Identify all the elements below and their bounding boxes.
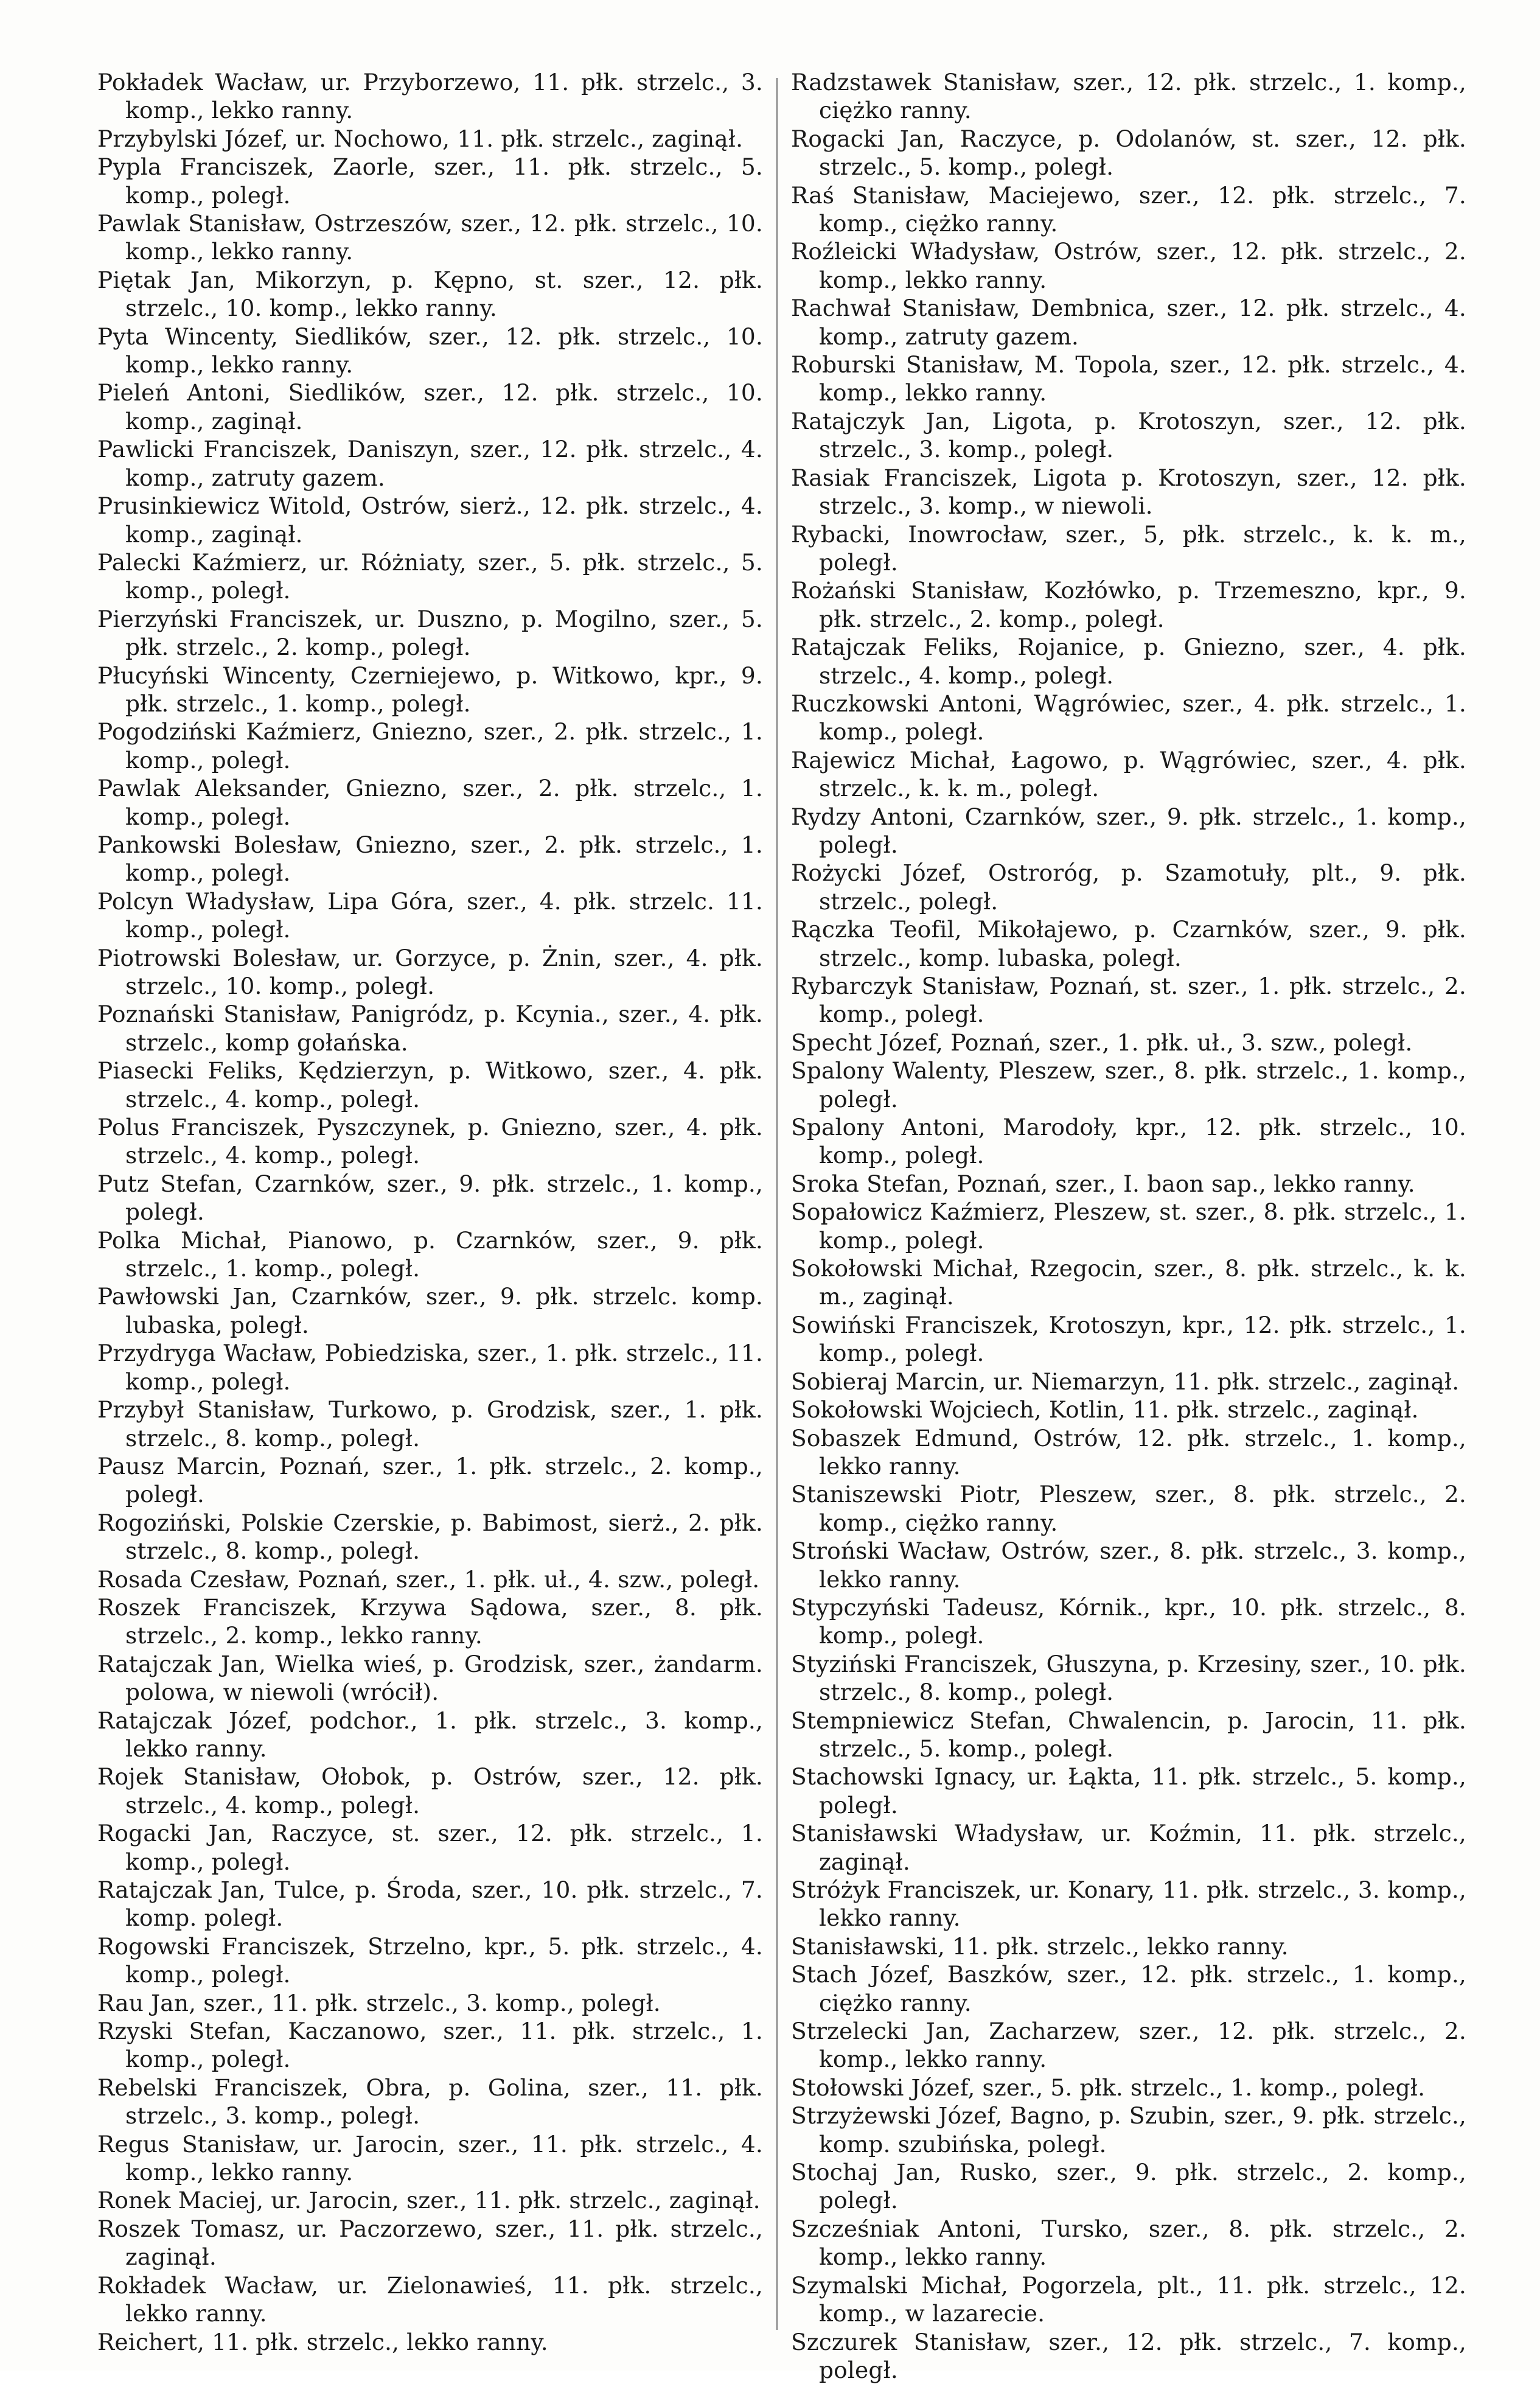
list-entry: Pyta Wincenty, Siedlików, szer., 12. płk. strzelc., 10. komp., lekko ranny. [97,323,763,379]
list-entry: Szczurek Stanisław, szer., 12. płk. strzelc., 7. komp., poległ. [791,2328,1466,2384]
list-entry: Rojek Stanisław, Ołobok, p. Ostrów, szer., 12. płk. strzelc., 4. komp., poległ. [97,1763,763,1819]
list-entry: Prusinkiewicz Witold, Ostrów, sierż., 12. płk. strzelc., 4. komp., zaginął. [97,492,763,548]
list-entry: Putz Stefan, Czarnków, szer., 9. płk. strzelc., 1. komp., poległ. [97,1170,763,1226]
list-entry: Strzelecki Jan, Zacharzew, szer., 12. płk. strzelc., 2. komp., lekko ranny. [791,2017,1466,2074]
list-entry: Rogacki Jan, Raczyce, st. szer., 12. płk. strzelc., 1. komp., poległ. [97,1819,763,1876]
list-entry: Polcyn Władysław, Lipa Góra, szer., 4. płk. strzelc. 11. komp., poległ. [97,887,763,944]
list-entry: Rasiak Franciszek, Ligota p. Krotoszyn, szer., 12. płk. strzelc., 3. komp., w niewoli. [791,464,1466,520]
list-entry: Roźleicki Władysław, Ostrów, szer., 12. płk. strzelc., 2. komp., lekko ranny. [791,237,1466,294]
list-entry: Strzyżewski Józef, Bagno, p. Szubin, szer., 9. płk. strzelc., komp. szubińska, poległ. [791,2102,1466,2158]
list-entry: Stachowski Ignacy, ur. Łąkta, 11. płk. strzelc., 5. komp., poległ. [791,1763,1466,1819]
list-entry: Roszek Tomasz, ur. Paczorzewo, szer., 11. płk. strzelc., zaginął. [97,2215,763,2271]
list-entry: Rokładek Wacław, ur. Zielonawieś, 11. płk. strzelc., lekko ranny. [97,2271,763,2328]
list-entry: Płucyński Wincenty, Czerniejewo, p. Witkowo, kpr., 9. płk. strzelc., 1. komp., poległ. [97,662,763,718]
list-entry: Spalony Antoni, Marodoły, kpr., 12. płk. strzelc., 10. komp., poległ. [791,1113,1466,1170]
list-entry: Pausz Marcin, Poznań, szer., 1. płk. strzelc., 2. komp., poległ. [97,1452,763,1509]
list-entry: Sopałowicz Kaźmierz, Pleszew, st. szer., 8. płk. strzelc., 1. komp., poległ. [791,1198,1466,1254]
list-entry: Rogowski Franciszek, Strzelno, kpr., 5. płk. strzelc., 4. komp., poległ. [97,1932,763,1989]
list-entry: Spalony Walenty, Pleszew, szer., 8. płk. strzelc., 1. komp., poległ. [791,1057,1466,1113]
list-entry: Ratajczak Józef, podchor., 1. płk. strzelc., 3. komp., lekko ranny. [97,1707,763,1763]
list-entry: Rydzy Antoni, Czarnków, szer., 9. płk. strzelc., 1. komp., poległ. [791,803,1466,859]
list-entry: Stołowski Józef, szer., 5. płk. strzelc., 1. komp., poległ. [791,2074,1466,2102]
list-entry: Pogodziński Kaźmierz, Gniezno, szer., 2. płk. strzelc., 1. komp., poległ. [97,718,763,774]
list-entry: Piętak Jan, Mikorzyn, p. Kępno, st. szer., 12. płk. strzelc., 10. komp., lekko ranny. [97,266,763,323]
list-entry: Staniszewski Piotr, Pleszew, szer., 8. płk. strzelc., 2. komp., ciężko ranny. [791,1480,1466,1537]
list-entry: Stanisławski Władysław, ur. Koźmin, 11. płk. strzelc., zaginął. [791,1819,1466,1876]
list-entry: Pieleń Antoni, Siedlików, szer., 12. płk. strzelc., 10. komp., zaginął. [97,379,763,435]
list-entry: Pokładek Wacław, ur. Przyborzewo, 11. płk. strzelc., 3. komp., lekko ranny. [97,68,763,125]
list-entry: Polka Michał, Pianowo, p. Czarnków, szer., 9. płk. strzelc., 1. komp., poległ. [97,1226,763,1283]
list-entry: Specht Józef, Poznań, szer., 1. płk. uł., 3. szw., poległ. [791,1029,1466,1057]
list-entry: Piotrowski Bolesław, ur. Gorzyce, p. Żnin, szer., 4. płk. strzelc., 10. komp., poległ. [97,944,763,1001]
list-entry: Ratajczak Jan, Tulce, p. Środa, szer., 10. płk. strzelc., 7. komp. poległ. [97,1876,763,1932]
list-entry: Raś Stanisław, Maciejewo, szer., 12. płk. strzelc., 7. komp., ciężko ranny. [791,181,1466,238]
column-divider [776,78,778,2330]
list-entry: Rybacki, Inowrocław, szer., 5, płk. strzelc., k. k. m., poległ. [791,520,1466,577]
list-entry: Sobaszek Edmund, Ostrów, 12. płk. strzelc., 1. komp., lekko ranny. [791,1424,1466,1481]
list-entry: Szymalski Michał, Pogorzela, plt., 11. płk. strzelc., 12. komp., w lazarecie. [791,2271,1466,2328]
list-entry: Rogacki Jan, Raczyce, p. Odolanów, st. szer., 12. płk. strzelc., 5. komp., poległ. [791,125,1466,181]
list-entry: Rożycki Józef, Ostroróg, p. Szamotuły, plt., 9. płk. strzelc., poległ. [791,859,1466,915]
list-entry: Pawlak Stanisław, Ostrzeszów, szer., 12. płk. strzelc., 10. komp., lekko ranny. [97,209,763,266]
list-entry: Szcześniak Antoni, Tursko, szer., 8. płk. strzelc., 2. komp., lekko ranny. [791,2215,1466,2271]
list-entry: Ronek Maciej, ur. Jarocin, szer., 11. płk. strzelc., zaginął. [97,2186,763,2214]
list-entry: Piasecki Feliks, Kędzierzyn, p. Witkowo, szer., 4. płk. strzelc., 4. komp., poległ. [97,1057,763,1113]
list-entry: Ruczkowski Antoni, Wągrówiec, szer., 4. płk. strzelc., 1. komp., poległ. [791,690,1466,746]
list-entry: Rożański Stanisław, Kozłówko, p. Trzemeszno, kpr., 9. płk. strzelc., 2. komp., poległ. [791,576,1466,633]
left-column [97,68,763,2332]
list-entry: Ratajczak Jan, Wielka wieś, p. Grodzisk, szer., żandarm. polowa, w niewoli (wrócił). [97,1650,763,1707]
list-entry: Rzyski Stefan, Kaczanowo, szer., 11. płk. strzelc., 1. komp., poległ. [97,2017,763,2074]
list-entry: Rybarczyk Stanisław, Poznań, st. szer., 1. płk. strzelc., 2. komp., poległ. [791,972,1466,1029]
list-entry: Stróżyk Franciszek, ur. Konary, 11. płk. strzelc., 3. komp., lekko ranny. [791,1876,1466,1932]
list-entry: Pankowski Bolesław, Gniezno, szer., 2. płk. strzelc., 1. komp., poległ. [97,831,763,887]
list-entry: Przydryga Wacław, Pobiedziska, szer., 1. płk. strzelc., 11. komp., poległ. [97,1339,763,1396]
list-entry: Stanisławski, 11. płk. strzelc., lekko ranny. [791,1932,1466,1960]
list-entry: Sokołowski Michał, Rzegocin, szer., 8. płk. strzelc., k. k. m., zaginął. [791,1254,1466,1311]
list-entry: Rau Jan, szer., 11. płk. strzelc., 3. komp., poległ. [97,1989,763,2017]
list-entry: Sowiński Franciszek, Krotoszyn, kpr., 12. płk. strzelc., 1. komp., poległ. [791,1311,1466,1368]
list-entry: Regus Stanisław, ur. Jarocin, szer., 11. płk. strzelc., 4. komp., lekko ranny. [97,2130,763,2187]
list-entry: Rachwał Stanisław, Dembnica, szer., 12. płk. strzelc., 4. komp., zatruty gazem. [791,294,1466,351]
list-entry: Sroka Stefan, Poznań, szer., I. baon sap., lekko ranny. [791,1170,1466,1198]
right-column [791,68,1466,2332]
list-entry: Stypczyński Tadeusz, Kórnik., kpr., 10. płk. strzelc., 8. komp., poległ. [791,1593,1466,1650]
list-entry: Rebelski Franciszek, Obra, p. Golina, szer., 11. płk. strzelc., 3. komp., poległ. [97,2074,763,2130]
list-entry: Pawłowski Jan, Czarnków, szer., 9. płk. strzelc. komp. lubaska, poległ. [97,1282,763,1339]
list-entry: Pierzyński Franciszek, ur. Duszno, p. Mogilno, szer., 5. płk. strzelc., 2. komp., poległ. [97,605,763,662]
list-entry: Ratajczak Feliks, Rojanice, p. Gniezno, szer., 4. płk. strzelc., 4. komp., poległ. [791,633,1466,690]
list-entry: Reichert, 11. płk. strzelc., lekko ranny. [97,2328,763,2356]
list-entry: Rogoziński, Polskie Czerskie, p. Babimost, sierż., 2. płk. strzelc., 8. komp., poległ. [97,1509,763,1565]
list-entry: Roszek Franciszek, Krzywa Sądowa, szer., 8. płk. strzelc., 2. komp., lekko ranny. [97,1593,763,1650]
list-entry: Rączka Teofil, Mikołajewo, p. Czarnków, szer., 9. płk. strzelc., komp. lubaska, poległ. [791,915,1466,972]
list-entry: Roburski Stanisław, M. Topola, szer., 12. płk. strzelc., 4. komp., lekko ranny. [791,351,1466,407]
list-entry: Radzstawek Stanisław, szer., 12. płk. strzelc., 1. komp., ciężko ranny. [791,68,1466,125]
list-entry: Pawlicki Franciszek, Daniszyn, szer., 12. płk. strzelc., 4. komp., zatruty gazem. [97,435,763,492]
list-entry: Rajewicz Michał, Łagowo, p. Wągrówiec, szer., 4. płk. strzelc., k. k. m., poległ. [791,746,1466,803]
list-entry: Stochaj Jan, Rusko, szer., 9. płk. strzelc., 2. komp., poległ. [791,2158,1466,2215]
list-entry: Ratajczyk Jan, Ligota, p. Krotoszyn, szer., 12. płk. strzelc., 3. komp., poległ. [791,407,1466,464]
list-entry: Sobieraj Marcin, ur. Niemarzyn, 11. płk. strzelc., zaginął. [791,1368,1466,1396]
list-entry: Stempniewicz Stefan, Chwalencin, p. Jarocin, 11. płk. strzelc., 5. komp., poległ. [791,1707,1466,1763]
list-entry: Stroński Wacław, Ostrów, szer., 8. płk. strzelc., 3. komp., lekko ranny. [791,1537,1466,1593]
list-entry: Polus Franciszek, Pyszczynek, p. Gniezno, szer., 4. płk. strzelc., 4. komp., poległ. [97,1113,763,1170]
list-entry: Stach Józef, Baszków, szer., 12. płk. strzelc., 1. komp., ciężko ranny. [791,1960,1466,2017]
list-entry: Pawlak Aleksander, Gniezno, szer., 2. płk. strzelc., 1. komp., poległ. [97,774,763,831]
list-entry: Rosada Czesław, Poznań, szer., 1. płk. uł., 4. szw., poległ. [97,1565,763,1593]
list-entry: Przybył Stanisław, Turkowo, p. Grodzisk, szer., 1. płk. strzelc., 8. komp., poległ. [97,1396,763,1452]
list-entry: Pypla Franciszek, Zaorle, szer., 11. płk. strzelc., 5. komp., poległ. [97,153,763,209]
list-entry: Palecki Kaźmierz, ur. Różniaty, szer., 5. płk. strzelc., 5. komp., poległ. [97,548,763,605]
list-entry: Styziński Franciszek, Głuszyna, p. Krzesiny, szer., 10. płk. strzelc., 8. komp., poległ. [791,1650,1466,1707]
list-entry: Sokołowski Wojciech, Kotlin, 11. płk. strzelc., zaginął. [791,1396,1466,1424]
list-entry: Przybylski Józef, ur. Nochowo, 11. płk. strzelc., zaginął. [97,125,763,153]
list-entry: Poznański Stanisław, Panigródz, p. Kcynia., szer., 4. płk. strzelc., komp gołańska. [97,1000,763,1057]
